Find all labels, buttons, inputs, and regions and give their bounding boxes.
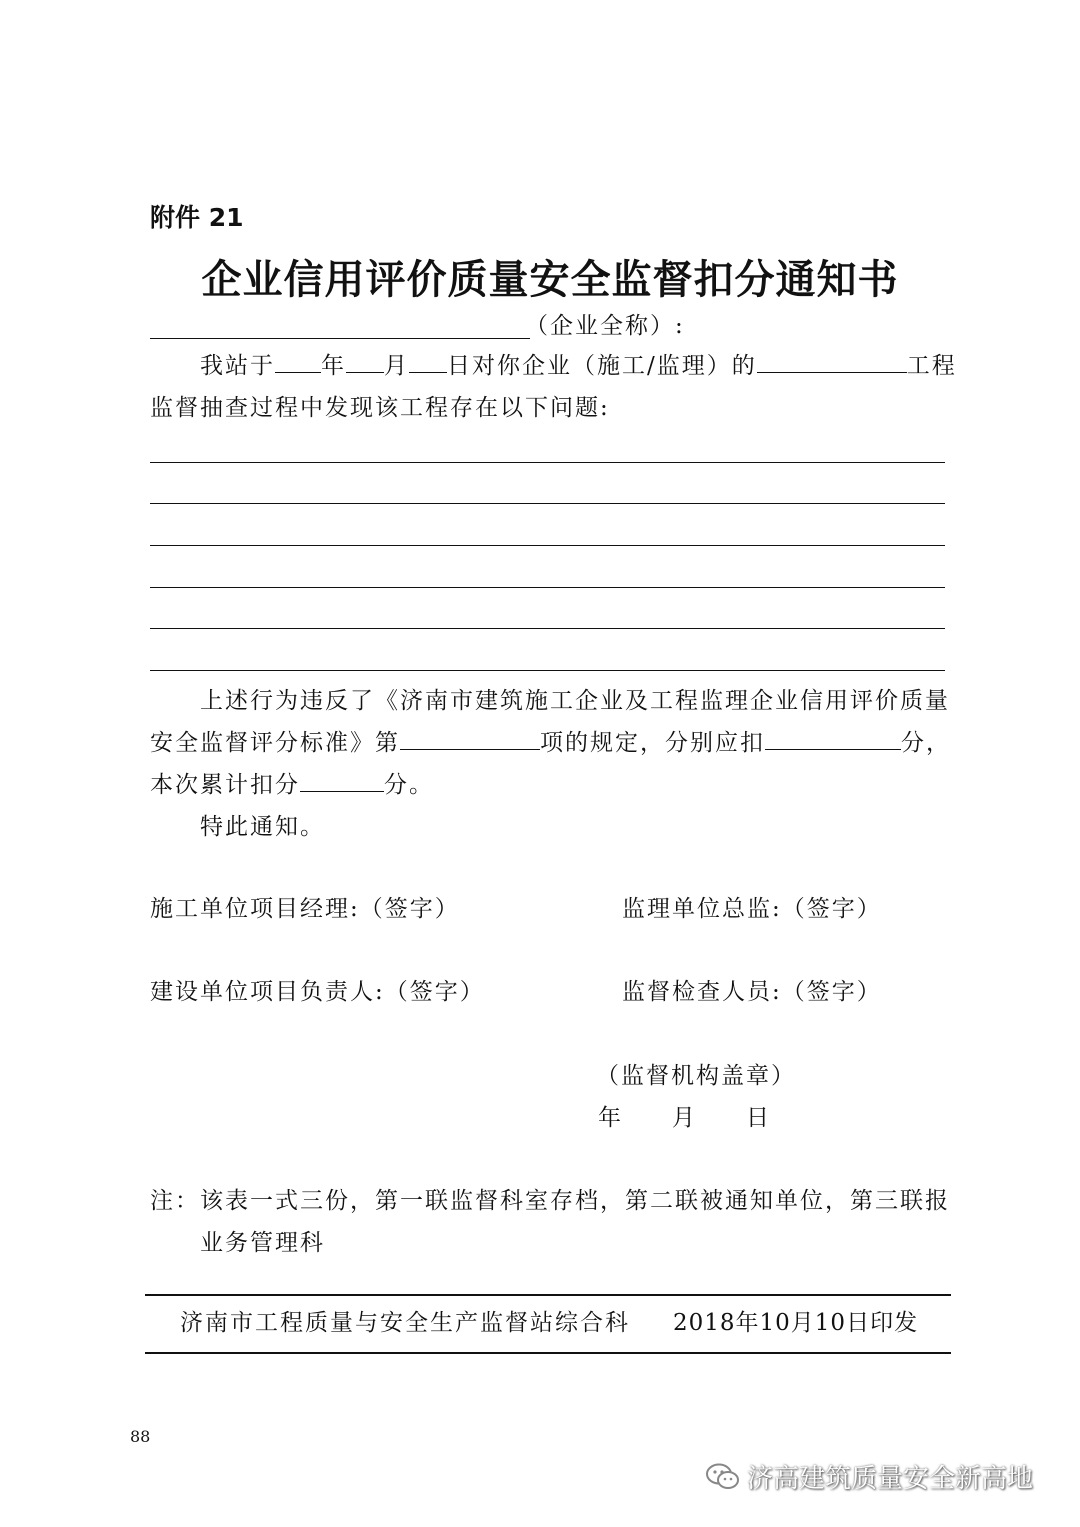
total-blank [300, 767, 384, 792]
note-line-2: 业务管理科 [200, 1230, 325, 1256]
deduct-blank [765, 725, 901, 750]
year-blank [275, 348, 321, 373]
inspection-sentence [200, 345, 957, 387]
chief-supervisor-signature: 监理单位总监:（签字） [622, 896, 882, 922]
text-project: 工程 [906, 353, 957, 379]
document-title: 企业信用评价质量安全监督扣分通知书 [201, 257, 899, 303]
owner-responsible-signature: 建设单位项目负责人:（签字） [150, 979, 485, 1005]
footer-bottom-rule [145, 1352, 951, 1354]
footer-date: 2018年10月10日印发 [673, 1310, 919, 1336]
construction-manager-signature: 施工单位项目经理:（签字） [150, 896, 460, 922]
seal-day: 日 [746, 1105, 771, 1131]
inspector-signature: 监督检查人员:（签字） [622, 979, 882, 1005]
problem-line [150, 462, 945, 463]
problem-line [150, 503, 945, 504]
notice-text: 特此通知。 [200, 814, 325, 840]
seal-month: 月 [672, 1105, 697, 1131]
text-year: 年 [321, 353, 346, 379]
text-deduct: 项的规定，分别应扣 [540, 730, 765, 756]
text-station: 我站于 [200, 353, 275, 379]
text-standard: 安全监督评分标准》第 [150, 730, 400, 756]
month-blank [346, 348, 384, 373]
problem-line [150, 670, 945, 671]
footer-issuer: 济南市工程质量与安全生产监督站综合科 [180, 1310, 630, 1336]
attachment-label: 附件 21 [150, 203, 244, 232]
violation-line-1: 上述行为违反了《济南市建筑施工企业及工程监理企业信用评价质量 [200, 688, 950, 714]
violation-line-3 [150, 764, 434, 806]
company-name-label: （企业全称）: [525, 313, 685, 339]
watermark [705, 1458, 1033, 1495]
project-blank [757, 348, 907, 373]
seal-label: （监督机构盖章） [596, 1063, 796, 1089]
inspection-sentence-cont: 监督抽查过程中发现该工程存在以下问题: [150, 395, 610, 421]
item-blank [400, 725, 540, 750]
text-day: 日对你企业（施工/监理）的 [447, 353, 757, 379]
text-total-unit: 分。 [384, 772, 434, 798]
watermark-text: 济高建筑质量安全新高地 [747, 1464, 1034, 1494]
footer-top-rule [145, 1294, 951, 1296]
problem-line [150, 587, 945, 588]
page-number: 88 [130, 1427, 151, 1446]
problem-line [150, 545, 945, 546]
text-month: 月 [384, 353, 409, 379]
violation-line-2 [150, 722, 951, 764]
text-total: 本次累计扣分 [150, 772, 300, 798]
company-name-blank [150, 338, 530, 339]
problem-line [150, 628, 945, 629]
note-line-1: 注：该表一式三份，第一联监督科室存档，第二联被通知单位，第三联报 [150, 1188, 950, 1214]
text-points: 分， [901, 730, 951, 756]
seal-year: 年 [598, 1105, 623, 1131]
wechat-icon [705, 1462, 741, 1492]
day-blank [409, 348, 447, 373]
